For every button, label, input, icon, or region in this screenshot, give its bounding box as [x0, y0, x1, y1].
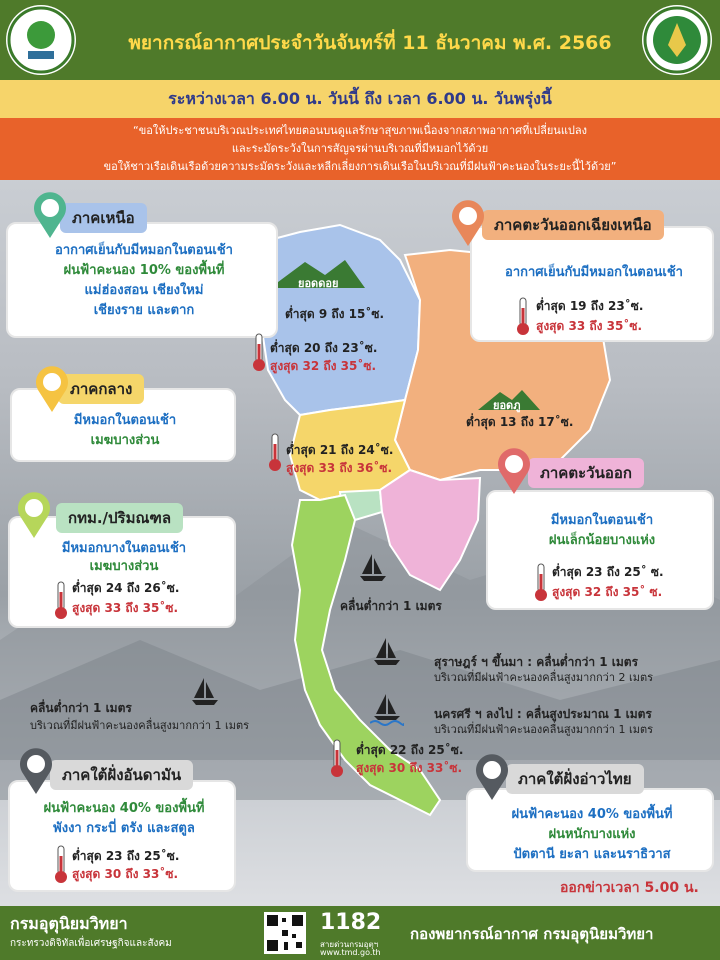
peak-northeast-name: ยอดภู: [493, 399, 521, 412]
warning-line-1: “ขอให้ประชาชนบริเวณประเทศไทยตอนบนดูแลรักษาสุขภาพเนื่องจากสภาพอากาศที่เปลี่ยนแปลง: [133, 124, 587, 137]
bangkok-pin-icon: [12, 488, 56, 540]
forecast-period: ระหว่างเวลา 6.00 น. วันนี้ ถึง เวลา 6.00 น. วันพรุ่งนี้: [168, 89, 552, 108]
north-tmin: ต่ำสุด 20 ถึง 23˚ซ.: [270, 341, 378, 355]
bangkok-tmax: สูงสุด 33 ถึง 35˚ซ.: [72, 601, 179, 615]
boat-nakhon-icon: [370, 692, 404, 726]
central-thermometer-icon: [268, 432, 282, 472]
warning-line-2: และระมัดระวังในการสัญจรผ่านบริเวณที่มีหมอกไว้ด้วย: [231, 142, 489, 155]
region-east: [380, 470, 480, 590]
south-west-line-2: พังงา กระบี่ ตรัง และสตูล: [53, 821, 195, 836]
north-line-2: ฝนฟ้าคะนอง 10% ของพื้นที่: [63, 263, 225, 278]
peak-north-name: ยอดดอย: [298, 277, 339, 290]
northeast-line-1: อากาศเย็นกับมีหมอกในตอนเช้า: [505, 265, 683, 280]
east-pin-icon: [492, 444, 536, 496]
page-title: พยากรณ์อากาศประจำวันจันทร์ที่ 11 ธันวาคม พ.ศ. 2566: [128, 32, 612, 54]
northeast-pin-icon: [446, 196, 490, 248]
south-west-pin-icon: [14, 744, 58, 796]
south-east-line-1: ฝนฟ้าคะนอง 40% ของพื้นที่: [511, 807, 673, 822]
bangkok-line-2: เมฆบางส่วน: [89, 559, 159, 574]
north-pin-icon: [28, 188, 72, 240]
bangkok-tag: กทม./ปริมณฑล: [56, 503, 183, 533]
footer-bar: [0, 906, 720, 960]
south-east-line-2: ฝนหนักบางแห่ง: [548, 827, 636, 842]
central-line-1: มีหมอกในตอนเช้า: [73, 413, 177, 428]
bangkok-thermometer-icon: [54, 580, 68, 620]
north-line-3: แม่ฮ่องสอน เชียงใหม่: [84, 283, 204, 298]
peak-north-tmin: ต่ำสุด 9 ถึง 15˚ซ.: [285, 307, 385, 321]
east-line-1: มีหมอกในตอนเช้า: [550, 513, 654, 528]
south-east-pin-icon: [470, 750, 514, 802]
central-tag: ภาคกลาง: [58, 374, 144, 404]
north-line-4: เชียงราย และตาก: [93, 303, 195, 318]
north-line-1: อากาศเย็นกับมีหมอกในตอนเช้า: [55, 243, 233, 258]
boat-surat-icon: [372, 636, 402, 668]
east-line-2: ฝนเล็กน้อยบางแห่ง: [548, 533, 656, 548]
south-west-tmin: ต่ำสุด 23 ถึง 25˚ซ.: [72, 849, 180, 863]
website[interactable]: www.tmd.go.th: [320, 948, 381, 957]
warning-line-3: ขอให้ชาวเรือเดินเรือด้วยความระมัดระวังและหลีกเลี่ยงการเดินเรือในบริเวณที่มีฝนฟ้าคะนองในระยะนี้ไว้ด้วย”: [103, 160, 617, 173]
north-tmax: สูงสุด 32 ถึง 35˚ซ.: [270, 359, 377, 373]
footer-org: กรมอุตุนิยมวิทยา: [10, 914, 128, 933]
boat-andaman-icon: [190, 676, 220, 708]
sea-nakhon-title: นครศรี ฯ ลงไป : คลื่นสูงประมาณ 1 เมตร: [434, 707, 652, 721]
northeast-tmax: สูงสุด 33 ถึง 35˚ซ.: [536, 319, 643, 333]
sea-surat-title: สุราษฎร์ ฯ ขึ้นมา : คลื่นต่ำกว่า 1 เมตร: [434, 655, 639, 669]
east-tag: ภาคตะวันออก: [528, 458, 644, 488]
central-pin-icon: [30, 362, 74, 414]
east-thermometer-icon: [534, 562, 548, 602]
south-east-line-3: ปัตตานี ยะลา และนราธิวาส: [513, 847, 671, 862]
south-east-tag: ภาคใต้ฝั่งอ่าวไทย: [506, 764, 644, 794]
central-tmax: สูงสุด 33 ถึง 36˚ซ.: [286, 461, 393, 475]
north-thermometer-icon: [252, 332, 266, 372]
north-tag: ภาคเหนือ: [60, 203, 147, 233]
sea-gulf-upper: คลื่นต่ำกว่า 1 เมตร: [340, 599, 442, 613]
bangkok-tmin: ต่ำสุด 24 ถึง 26˚ซ.: [72, 581, 180, 595]
east-tmax: สูงสุด 32 ถึง 35˚ ซ.: [552, 585, 663, 599]
northeast-tmin: ต่ำสุด 19 ถึง 23˚ซ.: [536, 299, 644, 313]
south-west-thermometer-icon: [54, 844, 68, 884]
northeast-tag: ภาคตะวันออกเฉียงเหนือ: [482, 210, 664, 240]
northeast-card: [470, 226, 714, 342]
south-thermometer-icon: [330, 738, 344, 778]
east-tmin: ต่ำสุด 23 ถึง 25˚ ซ.: [552, 565, 664, 579]
sea-nakhon-sub: บริเวณที่มีฝนฟ้าคะนองคลื่นสูงมากกว่า 1 เมตร: [434, 723, 654, 736]
peak-northeast-tmin: ต่ำสุด 13 ถึง 17˚ซ.: [466, 415, 574, 429]
south-west-card: [8, 780, 236, 892]
sea-andaman-title: คลื่นต่ำกว่า 1 เมตร: [30, 701, 132, 715]
sea-andaman-sub: บริเวณที่มีฝนฟ้าคะนองคลื่นสูงมากกว่า 1 เมตร: [30, 719, 250, 732]
bangkok-line-1: มีหมอกบางในตอนเช้า: [61, 541, 187, 556]
south-tmin: ต่ำสุด 22 ถึง 25˚ซ.: [356, 743, 464, 757]
qr-code-icon: [264, 912, 306, 954]
central-tmin: ต่ำสุด 21 ถึง 24˚ซ.: [286, 443, 394, 457]
south-west-tmax: สูงสุด 30 ถึง 33˚ซ.: [72, 867, 179, 881]
hotline-number: 1182: [320, 910, 382, 935]
south-tmax: สูงสุด 30 ถึง 33˚ซ.: [356, 761, 463, 775]
central-line-2: เมฆบางส่วน: [90, 433, 160, 448]
east-card: [486, 490, 714, 610]
south-west-line-1: ฝนฟ้าคะนอง 40% ของพื้นที่: [43, 801, 205, 816]
south-west-tag: ภาคใต้ฝั่งอันดามัน: [50, 760, 193, 790]
issued-time: ออกข่าวเวลา 5.00 น.: [560, 880, 699, 896]
hotline-caption: สายด่วนกรมอุตุฯ: [320, 940, 379, 949]
boat-gulf-upper-icon: [358, 552, 388, 582]
footer-division: กองพยากรณ์อากาศ กรมอุตุนิยมวิทยา: [410, 925, 654, 943]
northeast-thermometer-icon: [516, 296, 530, 336]
sea-surat-sub: บริเวณที่มีฝนฟ้าคะนองคลื่นสูงมากกว่า 2 เมตร: [434, 671, 654, 684]
footer-ministry: กระทรวงดิจิทัลเพื่อเศรษฐกิจและสังคม: [10, 938, 172, 949]
